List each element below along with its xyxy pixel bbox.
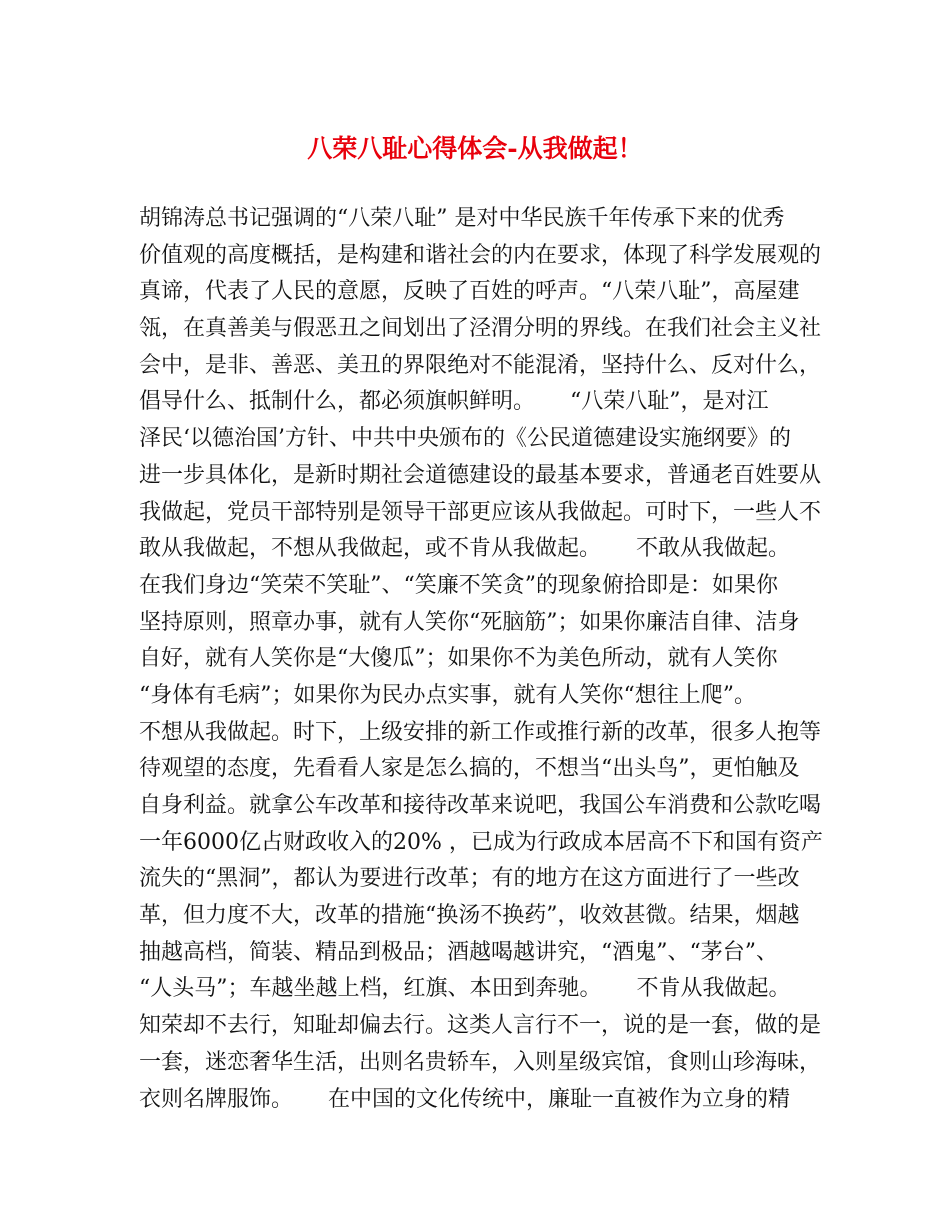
body-line: 价值观的高度概括，是构建和谐社会的内在要求，体现了科学发展观的 — [139, 242, 822, 268]
body-line: 进一步具体化，是新时期社会道德建设的最基本要求，普通老百姓要从 — [139, 462, 822, 488]
body-line: 一年6000亿占财政收入的20% ，已成为行政成本居高不下和国有资产 — [139, 829, 823, 855]
body-line: 胡锦涛总书记强调的“八荣八耻” 是对中华民族千年传承下来的优秀 — [139, 206, 785, 231]
body-line: 倡导什么、抵制什么，都必须旗帜鲜明。 “八荣八耻”，是对江 — [139, 389, 769, 415]
body-line: 在我们身边“笑荣不笑耻”、“笑廉不笑贪”的现象俯拾即是：如果你 — [139, 572, 778, 598]
body-line: 一套，迷恋奢华生活，出则名贵轿车，入则星级宾馆，食则山珍海味， — [139, 1049, 822, 1075]
body-line: 我做起，党员干部特别是领导干部更应该从我做起。可时下，一些人不 — [139, 499, 822, 525]
body-line: 衣则名牌服饰。 在中国的文化传统中，廉耻一直被作为立身的精 — [139, 1086, 790, 1112]
body-line: 真谛，代表了人民的意愿，反映了百姓的呼声。“八荣八耻”，高屋建 — [139, 279, 800, 305]
body-line: 敢从我做起，不想从我做起，或不肯从我做起。 不敢从我做起。 — [139, 536, 790, 562]
document-body — [139, 201, 839, 1118]
body-line: 坚持原则，照章办事，就有人笑你“死脑筋”；如果你廉洁自律、洁身 — [139, 609, 800, 635]
body-line: 会中，是非、善恶、美丑的界限绝对不能混淆，坚持什么、反对什么， — [139, 352, 822, 378]
body-line: 革，但力度不大，改革的措施“换汤不换药”，收效甚微。结果，烟越 — [139, 903, 800, 929]
body-line: 待观望的态度，先看看人家是怎么搞的，不想当“出头鸟”，更怕触及 — [139, 756, 800, 782]
body-line: 泽民‘以德治国’方针、中共中央颁布的《公民道德建设实施纲要》的 — [139, 426, 791, 452]
body-line: 自身利益。就拿公车改革和接待改革来说吧，我国公车消费和公款吃喝 — [139, 793, 822, 818]
body-line: 抽越高档，简装、精品到极品；酒越喝越讲究，“酒鬼”、“茅台”、 — [139, 939, 778, 965]
body-line: “身体有毛病”；如果你为民办点实事，就有人笑你“想往上爬”。 — [139, 682, 756, 708]
body-line: 不想从我做起。时下，上级安排的新工作或推行新的改革，很多人抱等 — [139, 719, 822, 745]
body-line: 流失的“黑洞”，都认为要进行改革；有的地方在这方面进行了一些改 — [139, 866, 800, 892]
body-line: 自好，就有人笑你是“大傻瓜”；如果你不为美色所动，就有人笑你 — [139, 646, 778, 672]
document-title: 八荣八耻心得体会-从我做起！ — [307, 134, 643, 163]
body-line: 瓴，在真善美与假恶丑之间划出了泾渭分明的界线。在我们社会主义社 — [139, 316, 822, 342]
body-line: “人头马”；车越坐越上档，红旗、本田到奔驰。 不肯从我做起。 — [139, 976, 791, 1002]
body-line: 知荣却不去行，知耻却偏去行。这类人言行不一，说的是一套，做的是 — [139, 1013, 822, 1039]
